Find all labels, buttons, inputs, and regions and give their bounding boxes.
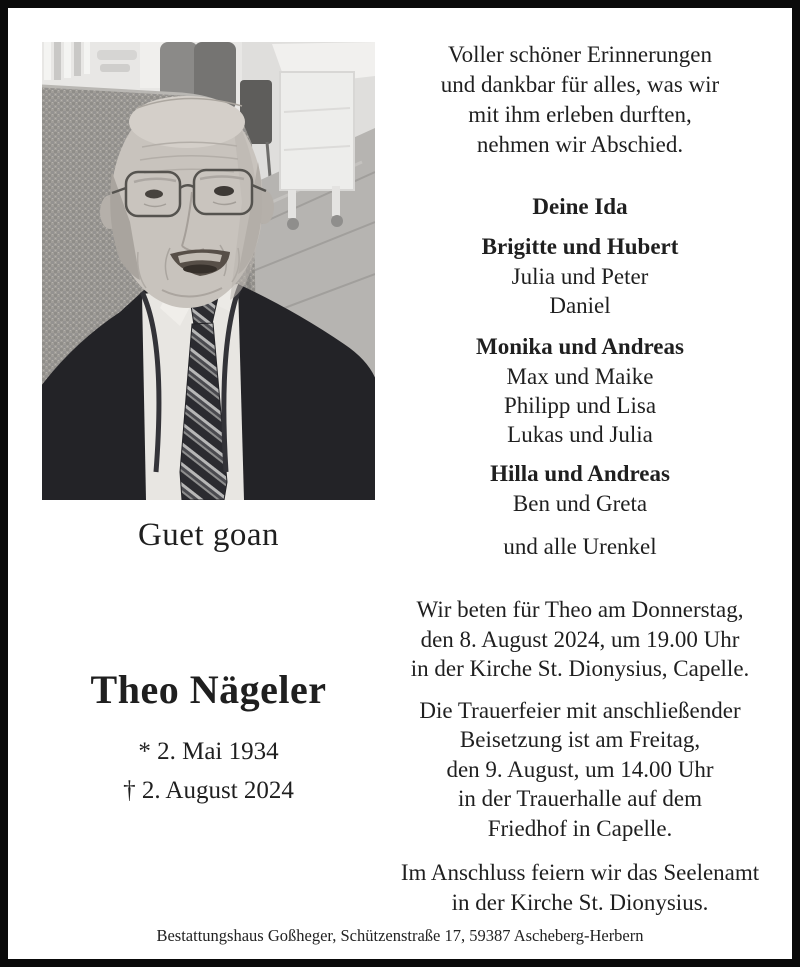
mourner-ida: Deine Ida [532,194,628,219]
announcement-column [375,40,785,917]
intro-line: Voller schöner Erinnerungen [448,42,712,67]
mourner-family [375,232,785,320]
mourners-closing: und alle Urenkel [503,534,657,559]
funeral-line: Friedhof in Capelle. [487,815,673,841]
portrait-photo-graphic [42,42,375,500]
family-member: Ben und Greta [512,491,648,516]
family-member: Julia und Peter [511,264,649,289]
intro-line: und dankbar für alles, was wir [440,72,720,97]
funeral-line: in der Trauerhalle auf dem [458,786,702,811]
prayer-paragraph [375,595,785,684]
mourner-family [375,332,785,449]
eye [145,190,163,199]
family-member: Max und Maike [506,364,654,389]
family-member: Lukas und Julia [507,422,653,447]
portrait-photo [42,42,375,500]
prayer-line: in der Kirche St. Dionysius, Capelle. [410,656,750,681]
funeral-home-info: Bestattungshaus Goßheger, Schützenstraße 17, 59387 Ascheberg-Herbern [156,926,644,945]
intro-line: nehmen wir Abschied. [476,132,684,157]
death-date: † 2. August 2024 [123,777,294,804]
funeral-paragraph [375,696,785,844]
family-heading: Brigitte und Hubert [481,234,679,259]
seelenamt-line: in der Kirche St. Dionysius. [451,889,709,915]
family-member: Daniel [549,293,611,318]
seelenamt-line: Im Anschluss feiern wir das Seelenamt [400,860,760,885]
prayer-line: den 8. August 2024, um 19.00 Uhr [420,626,740,652]
deceased-name: Theo Nägeler [90,667,327,712]
intro-line: mit ihm erleben durften, [468,102,692,127]
birth-date: * 2. Mai 1934 [138,738,279,765]
funeral-line: den 9. August, um 14.00 Uhr [446,756,714,782]
funeral-line: Die Trauerfeier mit anschließender [419,697,741,723]
door-handle [97,50,137,60]
family-member: Philipp und Lisa [503,393,657,418]
seelenamt-paragraph [375,858,785,917]
family-heading: Monika und Andreas [476,334,684,359]
intro-paragraph [375,40,785,160]
family-heading: Hilla und Andreas [490,461,670,486]
prayer-line: Wir beten für Theo am Donnerstag, [416,597,744,622]
mourner-family [375,459,785,518]
photo-caption: Guet goan [137,517,280,553]
funeral-line: Beisetzung ist am Freitag, [459,727,701,752]
eye [214,186,234,196]
